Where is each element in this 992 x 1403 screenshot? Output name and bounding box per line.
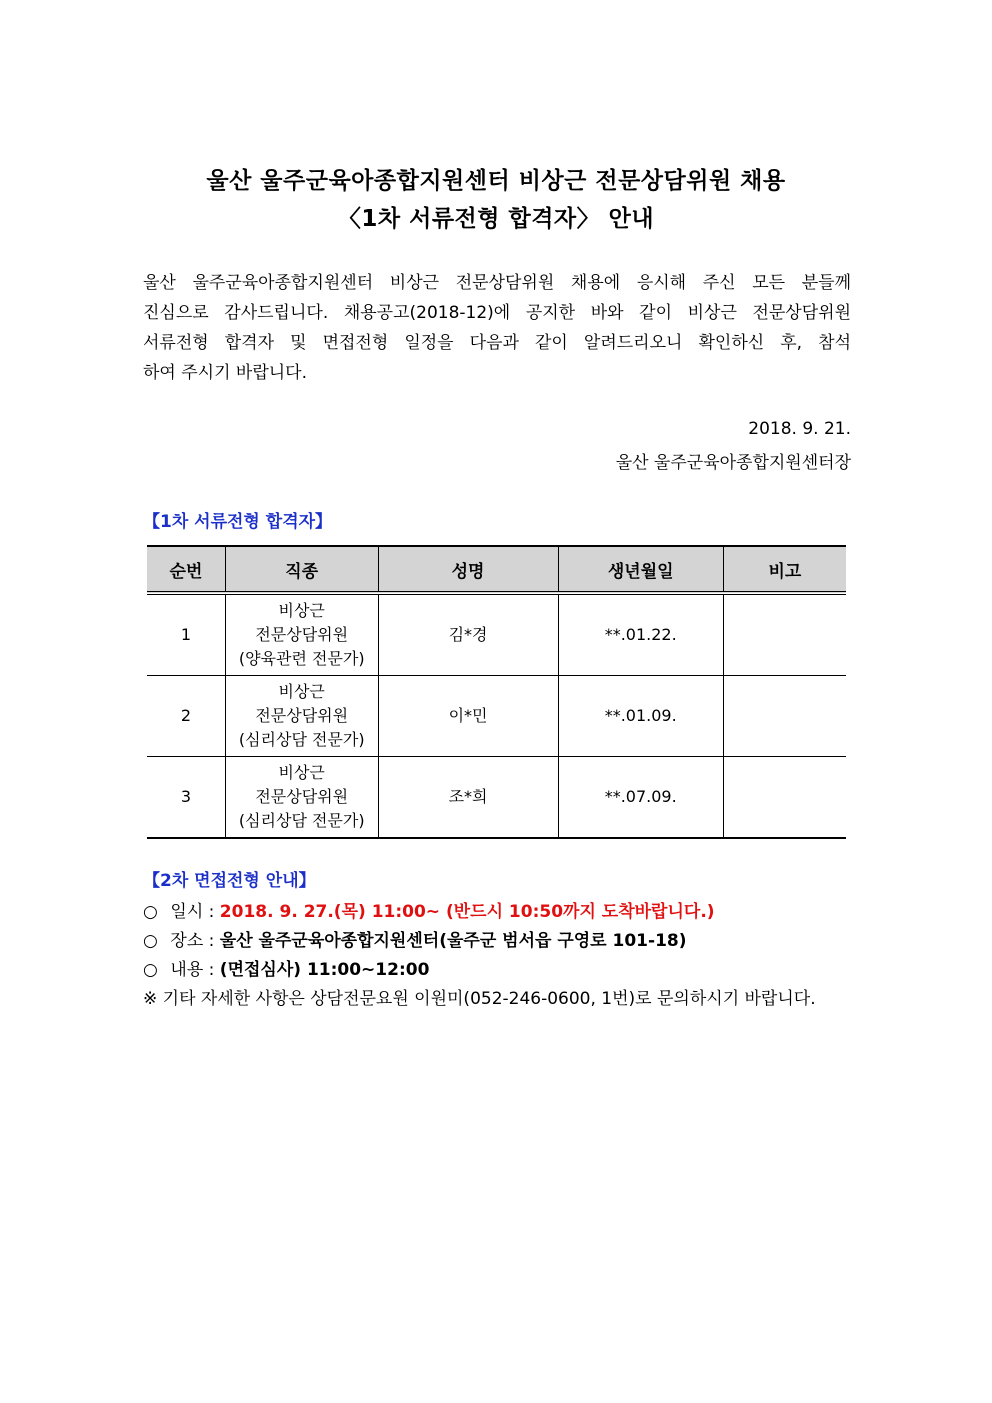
column-header-birth: 생년월일 bbox=[558, 546, 723, 593]
cell-birth: **.07.09. bbox=[558, 757, 723, 839]
cell-note bbox=[723, 593, 846, 676]
job-line: (양육관련 전문가) bbox=[238, 649, 365, 668]
circle-bullet-icon: ○ bbox=[143, 931, 158, 951]
notice-date: 2018. 9. 21. bbox=[748, 419, 851, 439]
intro-line: 하여 주시기 바랍니다. bbox=[143, 363, 308, 383]
intro-line: 진심으로 감사드립니다. 채용공고(2018-12)에 공지한 바와 같이 비상근 전문상담위원 bbox=[143, 303, 851, 323]
table-row bbox=[147, 676, 846, 757]
place-label: 장소 : bbox=[170, 931, 215, 951]
document-title: 울산 울주군육아종합지원센터 비상근 전문상담위원 채용 bbox=[206, 168, 786, 194]
interview-datetime bbox=[143, 897, 715, 922]
contact-note: ※ 기타 자세한 사항은 상담전문요원 이원미(052-246-0600, 1번)로 문의하시기 바랍니다. bbox=[143, 989, 816, 1009]
job-line: (심리상담 전문가) bbox=[238, 730, 365, 749]
table-header-row bbox=[147, 546, 846, 593]
cell-name: 이*민 bbox=[378, 676, 558, 757]
table-row bbox=[147, 757, 846, 839]
issuing-organization: 울산 울주군육아종합지원센터장 bbox=[615, 453, 851, 473]
cell-no: 1 bbox=[147, 593, 225, 676]
circle-bullet-icon: ○ bbox=[143, 902, 158, 922]
cell-note bbox=[723, 676, 846, 757]
intro-line: 울산 울주군육아종합지원센터 비상근 전문상담위원 채용에 응시해 주신 모든 분들께 bbox=[143, 273, 851, 293]
document-subtitle: 〈1차 서류전형 합격자〉 안내 bbox=[337, 206, 655, 232]
cell-name: 조*희 bbox=[378, 757, 558, 839]
job-line: 전문상담위원 bbox=[255, 787, 349, 806]
job-line: 전문상담위원 bbox=[255, 625, 349, 644]
job-line: (심리상담 전문가) bbox=[238, 811, 365, 830]
circle-bullet-icon: ○ bbox=[143, 960, 158, 980]
content-label: 내용 : bbox=[170, 960, 215, 980]
cell-no: 3 bbox=[147, 757, 225, 839]
section-title-interview: 【2차 면접전형 안내】 bbox=[143, 871, 316, 891]
cell-no: 2 bbox=[147, 676, 225, 757]
column-header-note: 비고 bbox=[723, 546, 846, 593]
content-value: (면접심사) 11:00~12:00 bbox=[219, 960, 430, 980]
pass-list-table bbox=[147, 545, 846, 839]
cell-job bbox=[225, 757, 378, 839]
cell-name: 김*경 bbox=[378, 593, 558, 676]
intro-line: 서류전형 합격자 및 면접전형 일정을 다음과 같이 알려드리오니 확인하신 후, 참석 bbox=[143, 333, 851, 353]
intro-paragraph bbox=[143, 268, 851, 388]
datetime-value: 2018. 9. 27.(목) 11:00~ (반드시 10:50까지 도착바랍니다.) bbox=[219, 902, 715, 922]
section-title-document-screening: 【1차 서류전형 합격자】 bbox=[143, 512, 333, 532]
cell-birth: **.01.09. bbox=[558, 676, 723, 757]
interview-content bbox=[143, 955, 429, 980]
place-value: 울산 울주군육아종합지원센터(울주군 범서읍 구영로 101-18) bbox=[219, 931, 687, 951]
cell-note bbox=[723, 757, 846, 839]
job-line: 비상근 bbox=[278, 682, 325, 701]
interview-place bbox=[143, 926, 687, 951]
cell-job bbox=[225, 676, 378, 757]
job-line: 전문상담위원 bbox=[255, 706, 349, 725]
job-line: 비상근 bbox=[278, 763, 325, 782]
column-header-no: 순번 bbox=[147, 546, 225, 593]
table-row bbox=[147, 593, 846, 676]
column-header-job: 직종 bbox=[225, 546, 378, 593]
column-header-name: 성명 bbox=[378, 546, 558, 593]
job-line: 비상근 bbox=[278, 601, 325, 620]
cell-job bbox=[225, 593, 378, 676]
cell-birth: **.01.22. bbox=[558, 593, 723, 676]
datetime-label: 일시 : bbox=[170, 902, 215, 922]
